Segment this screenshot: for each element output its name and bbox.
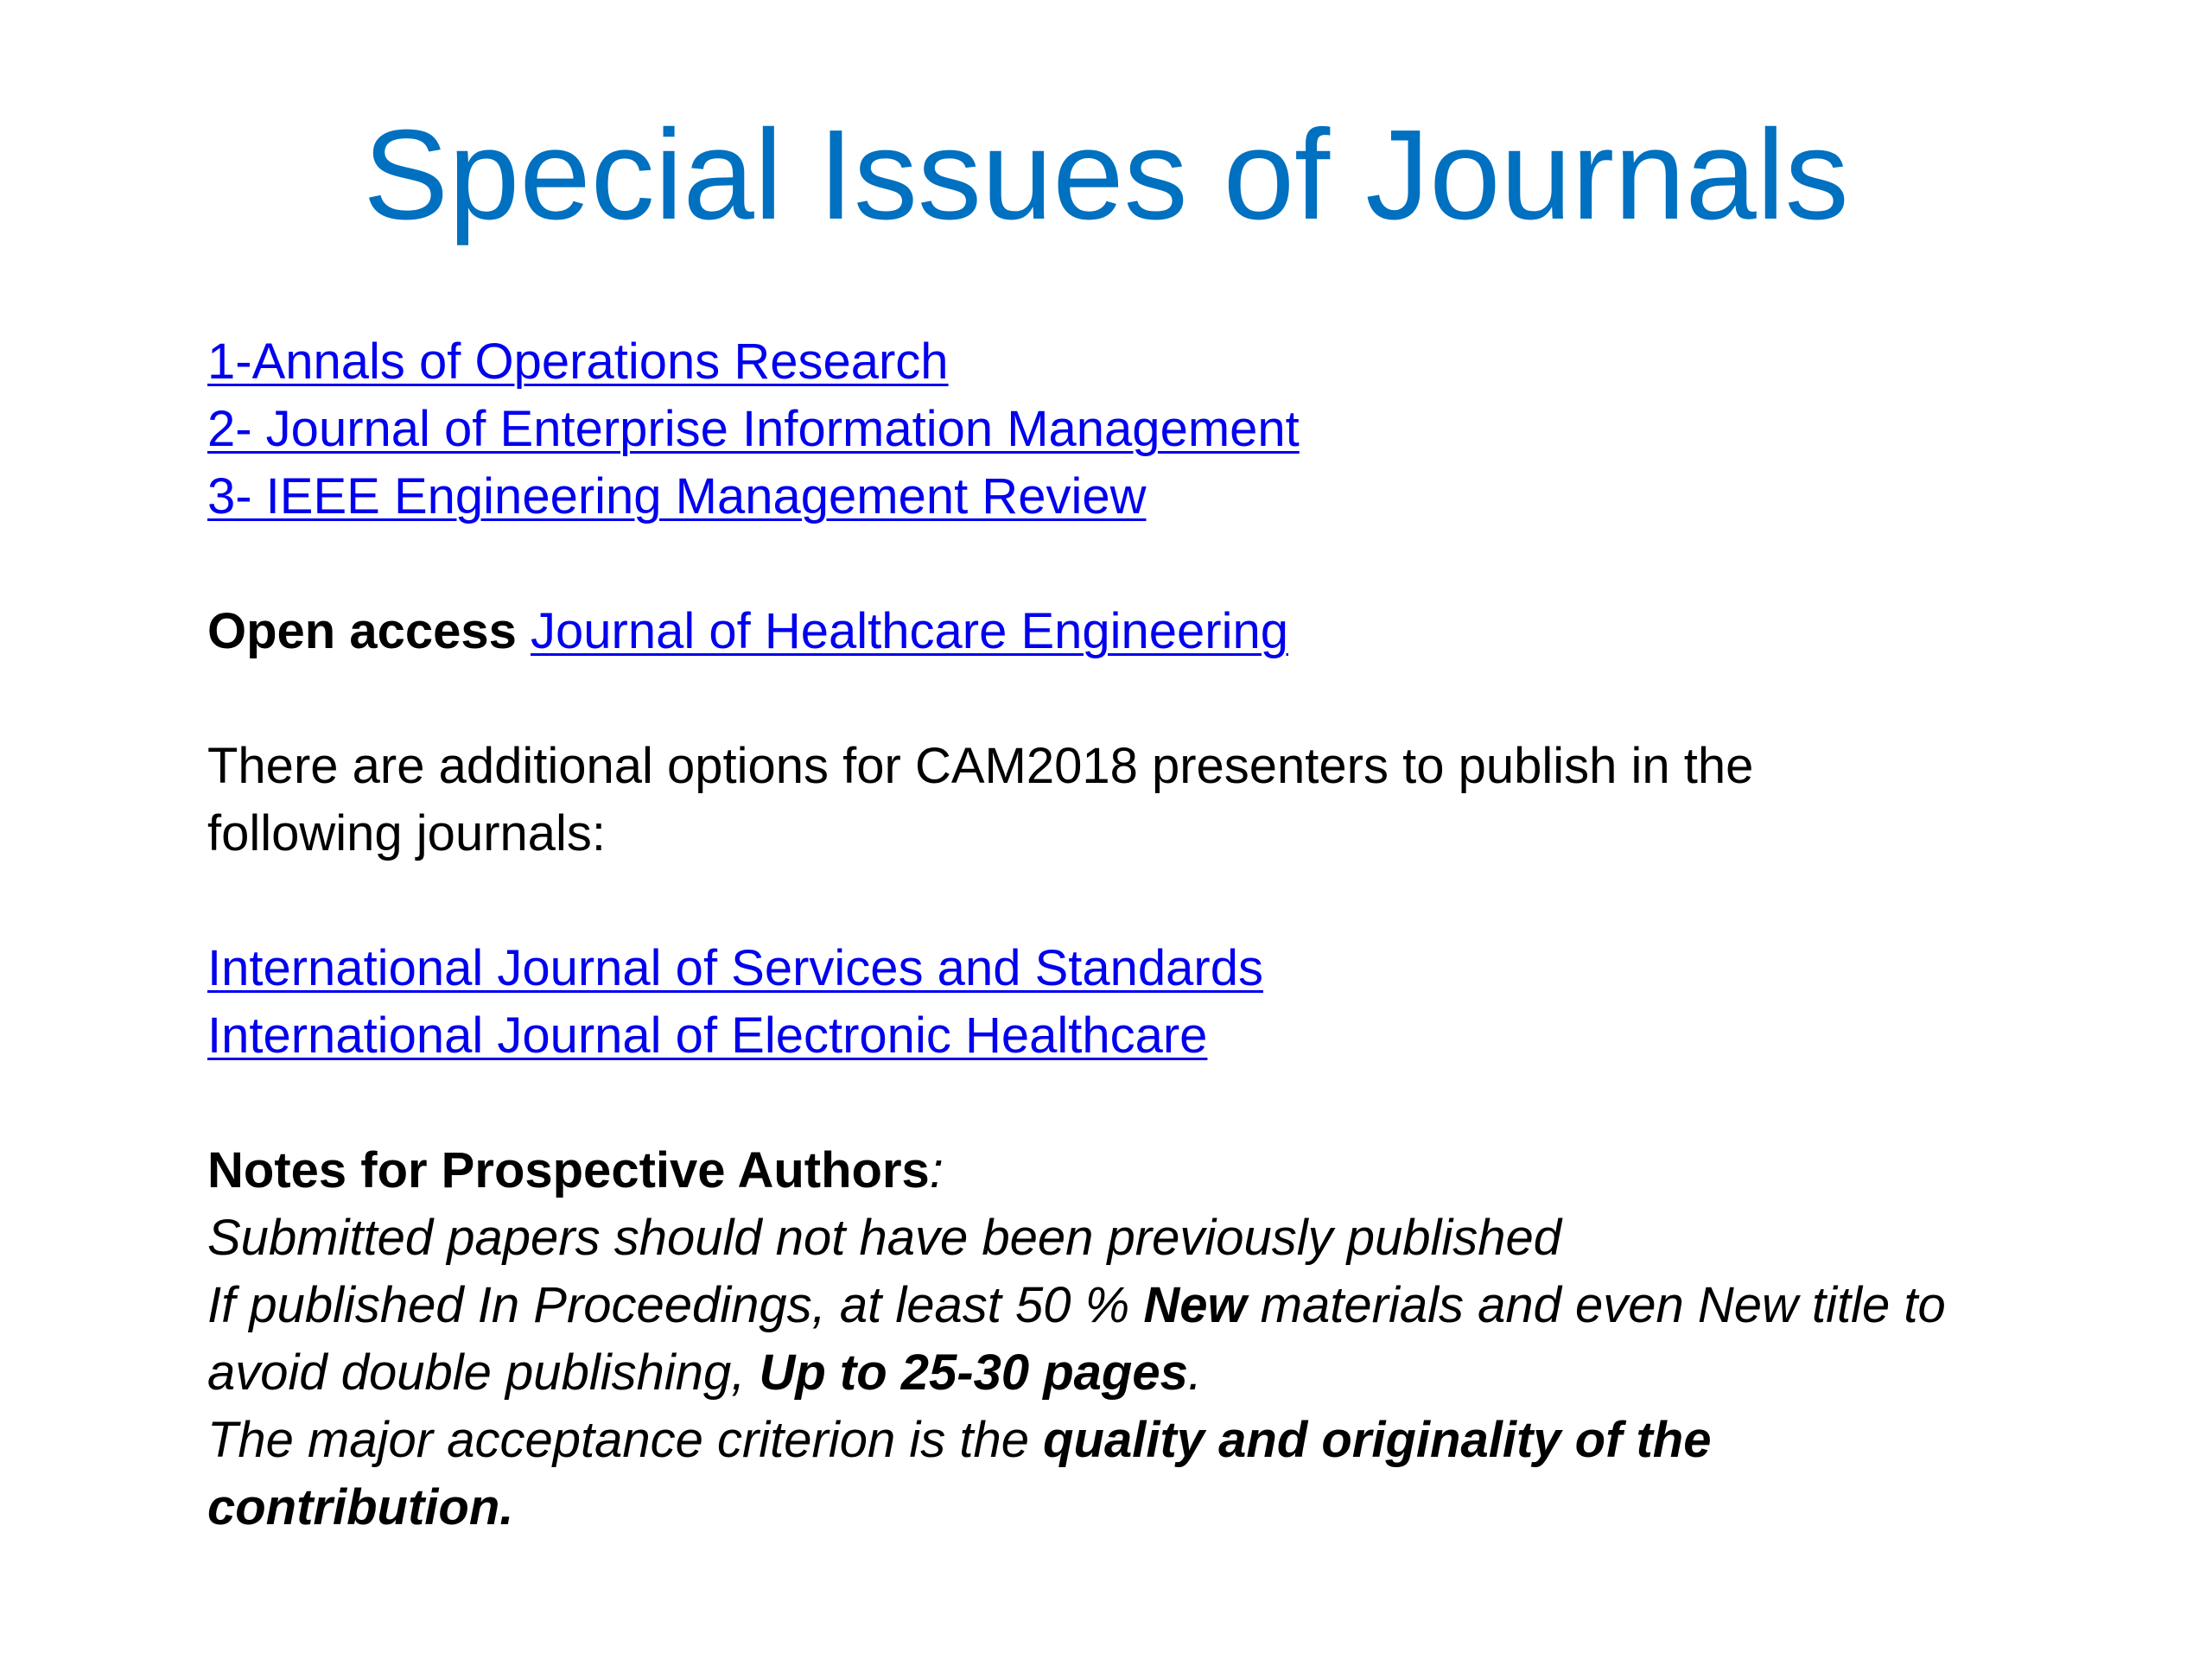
notes-line-3-pages: Up to 25-30 pages bbox=[759, 1344, 1188, 1401]
additional-options-line-1: There are additional options for CAM2018 presenters to publish in the bbox=[207, 738, 1754, 794]
journal-link-row bbox=[207, 463, 2056, 531]
notes-heading-row bbox=[207, 1137, 2056, 1205]
notes-line-2 bbox=[207, 1272, 2056, 1339]
slide-title: Special Issues of Journals bbox=[363, 104, 1849, 246]
notes-line-2-a: If published In Proceedings, at least 50 % bbox=[207, 1277, 1144, 1333]
journal-link-row bbox=[207, 328, 2056, 396]
journal-link-services-and-standards[interactable]: International Journal of Services and Standards bbox=[207, 940, 1263, 996]
spacer bbox=[207, 531, 2056, 598]
notes-line-5: contribution. bbox=[207, 1479, 514, 1535]
additional-link-row bbox=[207, 935, 2056, 1002]
spacer bbox=[207, 1070, 2056, 1137]
notes-line-4-a: The major acceptance criterion is the bbox=[207, 1412, 1044, 1468]
open-access-row bbox=[207, 598, 2056, 665]
notes-line-4-quality: quality and originality of the bbox=[1043, 1412, 1712, 1468]
notes-line-3-c: . bbox=[1187, 1344, 1202, 1401]
journal-link-enterprise-information-management[interactable]: 2- Journal of Enterprise Information Management bbox=[207, 401, 1300, 457]
journal-link-electronic-healthcare[interactable]: International Journal of Electronic Healthcare bbox=[207, 1007, 1208, 1064]
notes-line-2-c: materials and even New title to bbox=[1246, 1277, 1946, 1333]
notes-line-3-a: avoid double publishing, bbox=[207, 1344, 760, 1401]
journal-link-ieee-engineering-management-review[interactable]: 3- IEEE Engineering Management Review bbox=[207, 468, 1147, 524]
notes-line-2-new: New bbox=[1143, 1277, 1247, 1333]
additional-options-line-2: following journals: bbox=[207, 805, 607, 861]
open-access-label: Open access bbox=[207, 603, 517, 659]
journal-link-annals-operations-research[interactable]: 1-Annals of Operations Research bbox=[207, 334, 949, 390]
spacer bbox=[207, 665, 2056, 733]
journal-link-healthcare-engineering[interactable]: Journal of Healthcare Engineering bbox=[531, 603, 1289, 659]
notes-line-4 bbox=[207, 1407, 2056, 1474]
notes-heading: Notes for Prospective Authors bbox=[207, 1142, 930, 1198]
notes-line-3 bbox=[207, 1339, 2056, 1407]
notes-heading-colon: : bbox=[929, 1142, 944, 1198]
spacer bbox=[207, 868, 2056, 935]
journal-link-row bbox=[207, 396, 2056, 463]
slide-content bbox=[207, 328, 2056, 1541]
notes-line-1: Submitted papers should not have been previously published bbox=[207, 1210, 1562, 1266]
additional-link-row bbox=[207, 1002, 2056, 1070]
